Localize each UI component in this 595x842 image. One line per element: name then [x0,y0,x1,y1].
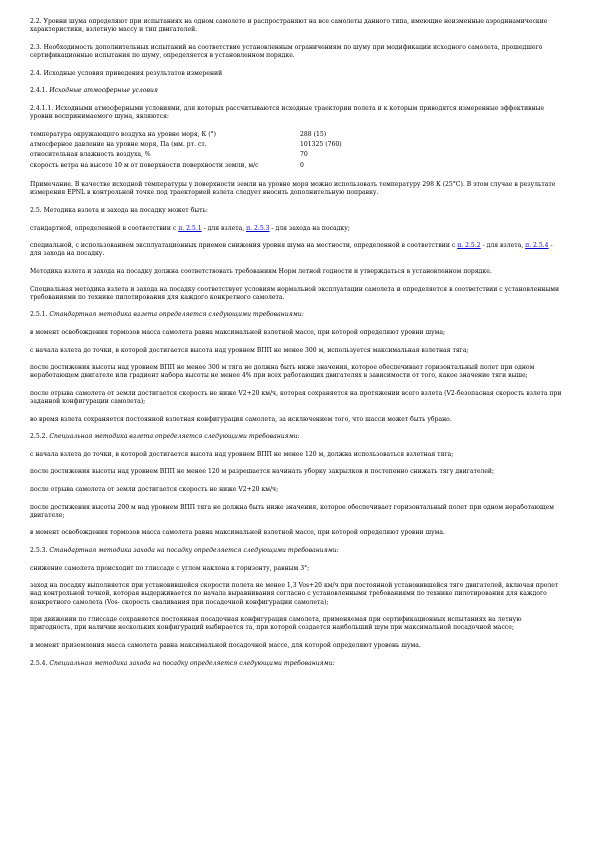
subsection-number: 2.5.1. [30,311,48,319]
requirement-item: при движении по глиссаде сохраняется постоянная посадочная конфигурация самолета, применяемая при сертификационных испытаниях на летную пригодность, при наличии нескольких конфигураций выбирается та, при которой создается наибольший шум при максимальной посадочной массе; [30,616,522,632]
requirement-item: с начала взлета до точки, в которой достигается высота над уровнем ВПП не менее 120 м, должна использоваться взлетная тяга; [30,450,454,458]
condition-label: атмосферное давление на уровне моря, Па (мм. рт. ст. [30,140,207,148]
item-text: - для взлета, [480,242,526,250]
paragraph-2-3: 2.3. Необходимость дополнительных испытаний на соответствие установленным ограничениям по шуму при модификации исходного самолета, прошедшего сертификационные испытания по шуму, определяется в установленном порядке. [30,43,543,59]
subsection-title: Стандартная методика захода на посадку определяется следующими требованиями: [49,547,339,555]
reference-conditions-table [30,131,342,173]
note-paragraph: Примечание. В качестве исходной температуры у поверхности земли на уровне моря можно использовать температуру 298 К (25°С). В этом случае в результате измерения EPNL в контрольной точке под траекторией взлета следует вносить дополнительную поправку. [30,181,556,197]
link-2-5-1[interactable]: п. 2.5.1 [178,224,202,232]
condition-value: 0 [300,161,304,169]
requirement-item: с начала взлета до точки, в которой достигается высота над уровнем ВПП не менее 300 м, используется максимальная взлетная тяга; [30,346,469,354]
condition-value: 70 [300,151,308,159]
requirement-item: после достижения высоты над уровнем ВПП не менее 300 м тяга не должна быть ниже значения, которое обеспечивает горизонтальный полет при одном неработающем двигателе или градиент набора высоты не менее 4% при всех работающих двигателях в зависимости от того, какое значение тяги выше; [30,364,535,380]
subsection-number: 2.5.2. [30,433,48,441]
special-method-paragraph: Специальная методика взлета и захода на посадку соответствует условиям нормальной эксплуатации самолета и определяется в соответствии с установленными требованиями по технике пилотирования для каждого конкретного самолета. [30,285,560,301]
subsection-heading-2-5-4 [30,660,565,668]
subsection-title: Специальная методика захода на посадку определяется следующими требованиями: [49,659,335,667]
condition-row [30,151,342,161]
requirement-item: снижение самолета происходит по глиссаде с углом наклона к горизонту, равным 3°; [30,564,310,572]
subsection-number: 2.5.3. [30,547,48,555]
requirement-item: после отрыва самолета от земли достигается скорость не ниже V2+20 км/ч; [30,486,279,494]
subsection-number: 2.5.4. [30,659,48,667]
requirement-item: во время взлета сохраняется постоянной взлетная конфигурация самолета, за исключением того, что шасси может быть убрано. [30,415,452,423]
condition-label: скорость ветра на высоте 10 м от поверхности поверхности земли, м/с [30,161,259,169]
subsection-title: Специальная методика взлета определяется следующими требованиями: [49,433,300,441]
subsection-title: Стандартная методика взлета определяется следующими требованиями: [49,311,304,319]
requirement-item: после достижения высоты над уровнем ВПП не менее 120 м разрешается начинать уборку закрылков и постепенно снижать тягу двигателей; [30,468,495,476]
item-text: - для захода на посадку. [30,242,553,258]
link-2-5-3[interactable]: п. 2.5.3 [246,224,270,232]
requirement-item: после достижения высоты 200 м над уровнем ВПП тяга не должна быть ниже значения, которое обеспечивает горизонтальный полет при одном неработающем двигателе; [30,503,554,519]
subsection-heading-2-5-2 [30,433,565,441]
condition-value: 101325 (760) [300,140,342,148]
paragraph-2-4-1-1: 2.4.1.1. Исходными атмосферными условиями, для которых рассчитываются исходные траектории полета и к которым приводятся измеренные эффективные уровни воспринимаемого шума, являются: [30,104,545,120]
paragraph-2-2: 2.2. Уровни шума определяют при испытаниях на одном самолете и распространяют на все самолеты данного типа, имеющие неизменные аэродинамические характеристики, взлетную массу и тип двигателей. [30,18,548,34]
special-method-item [30,242,565,258]
requirement-item: после отрыва самолета от земли достигается скорость не ниже V2+20 км/ч, которая сохраняется на протяжении всего взлета (V2-безопасная скорость взлета при заданной конфигурации самолета); [30,389,562,406]
condition-row [30,141,342,151]
requirement-item: в момент приземления масса самолета равна максимальной посадочной массе, для которой определяют уровень шума. [30,642,421,650]
subsection-heading-2-5-3 [30,547,565,555]
requirement-item: в момент освобождения тормозов масса самолета равна максимальной взлетной массе, при которой определяют уровни шума; [30,328,446,336]
paragraph-2-5: 2.5. Методика взлета и захода на посадку может быть: [30,206,208,214]
link-2-5-4[interactable]: п. 2.5.4 [525,242,549,250]
condition-value: 288 (15) [300,130,327,138]
requirement-item: заход на посадку выполняется при установившейся скорости полета не менее 1,3 Vos+20 км/ч при постоянной установившейся тяге двигателей, включая пролет над контрольной точкой, которая выдерживается по начала выравнивания согласно с установленными требованиями по технике пилотирования для каждого конкретного самолета (Vos- скорость сваливания при посадочной конфигурации самолета); [30,582,559,606]
subsection-heading-2-4-1 [30,87,565,95]
item-text: специальной, с использованием эксплуатационных приемов снижения уровня шума на местности, определенной в соответствии с [30,242,458,250]
link-2-5-2[interactable]: п. 2.5.2 [457,242,481,250]
condition-label: относительная влажность воздуха, % [30,151,151,159]
item-text: - для захода на посадку; [269,224,350,232]
condition-label: температура окружающего воздуха на уровне моря, К (°) [30,130,216,138]
subsection-heading-2-5-1 [30,311,565,319]
condition-row [30,162,342,172]
requirement-item: в момент освобождения тормозов масса самолета равна максимальной взлетной массе, при которой определяют уровни шума. [30,529,445,537]
condition-row [30,131,342,141]
norms-paragraph: Методика взлета и захода на посадку должна соответствовать требованиям Норм летной годности и утверждаться в установленном порядке. [30,267,492,275]
section-heading-2-4: 2.4. Исходные условия приведения результатов измерений [30,69,223,77]
subsection-number: 2.4.1. [30,87,48,95]
item-text: стандартной, определенной в соответствии с [30,224,179,232]
item-text: - для взлета, [201,224,247,232]
subsection-title: Исходные атмосферные условия [49,87,158,95]
standard-method-item [30,225,565,233]
